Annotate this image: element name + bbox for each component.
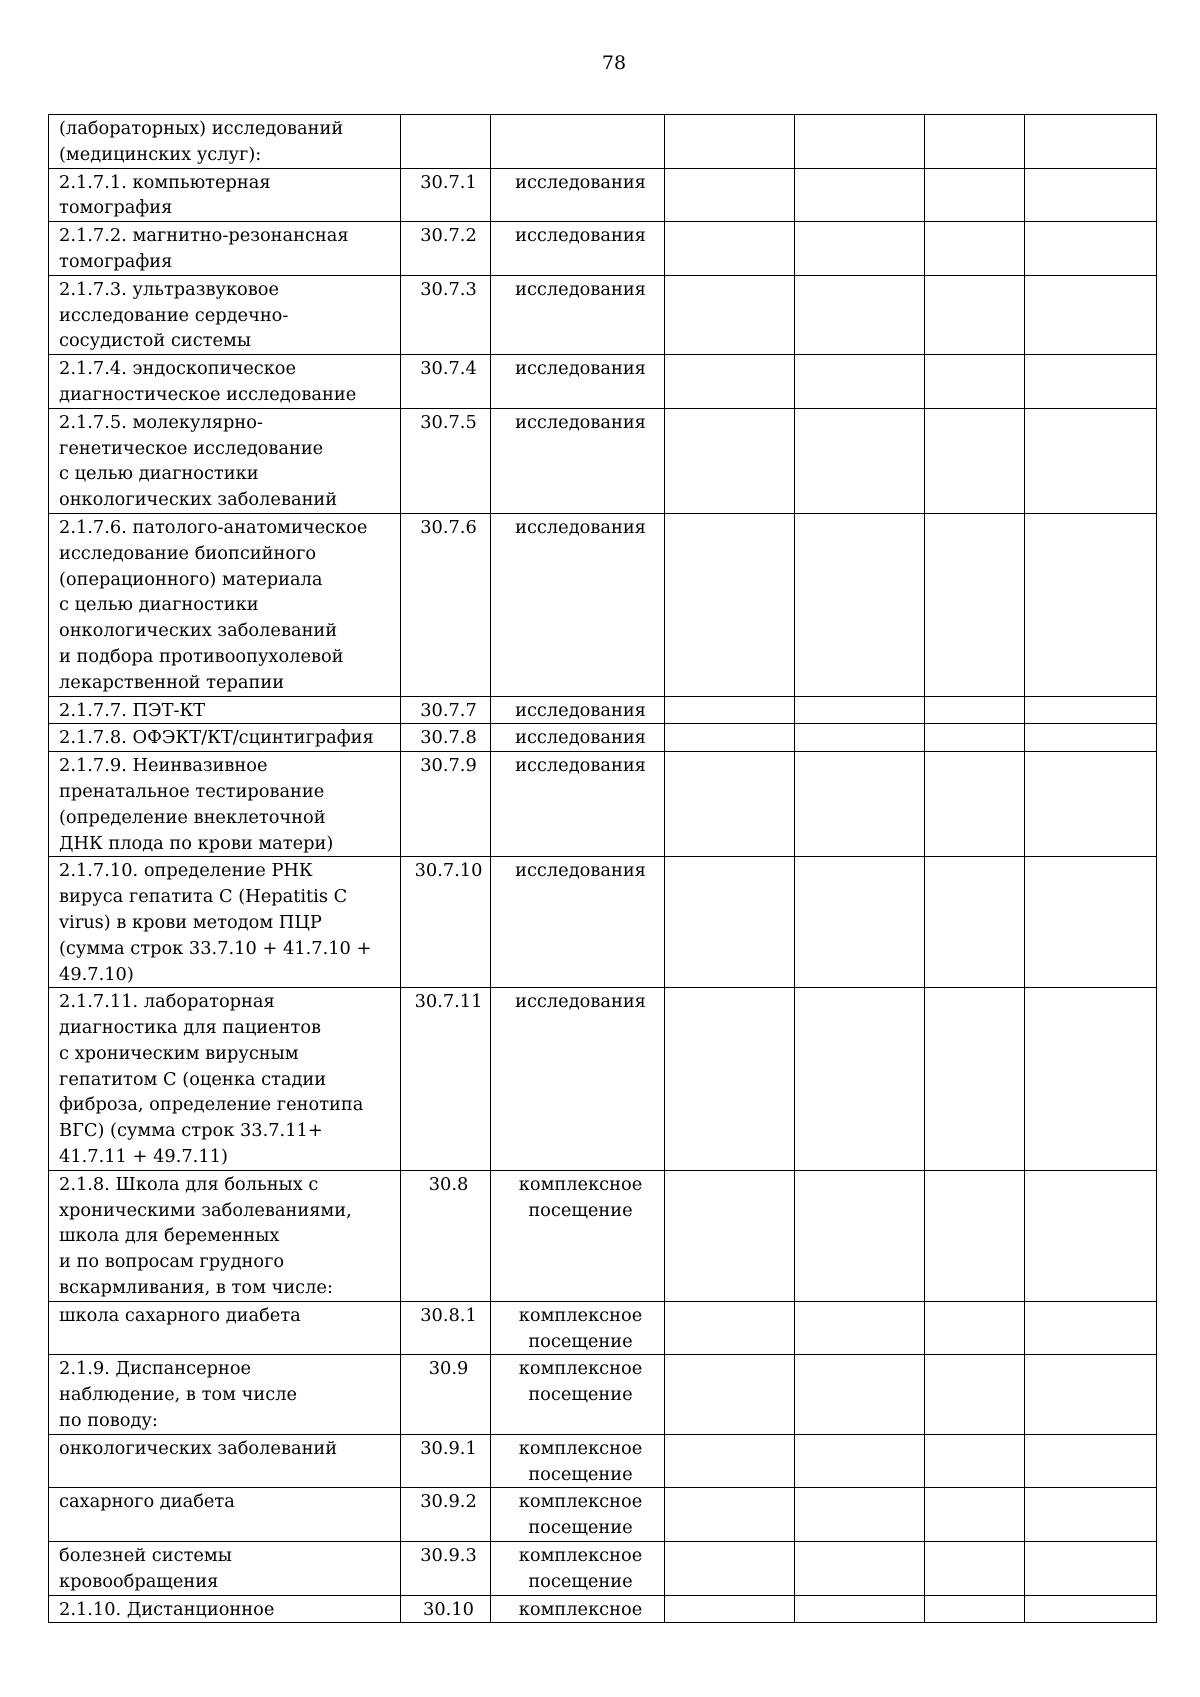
value-cell bbox=[925, 1170, 1025, 1301]
value-cell bbox=[795, 408, 925, 513]
value-cell bbox=[665, 988, 795, 1171]
value-cell bbox=[795, 1301, 925, 1355]
row-code-cell: 30.7.6 bbox=[401, 513, 491, 696]
table-row bbox=[49, 513, 1157, 696]
indicator-name-cell: 2.1.7.5. молекулярно- генетическое исследование с целью диагностики онкологических заболеваний bbox=[49, 408, 401, 513]
value-cell bbox=[925, 696, 1025, 724]
value-cell bbox=[1025, 1355, 1157, 1434]
table-row bbox=[49, 355, 1157, 409]
indicator-name-cell: (лабораторных) исследований (медицинских услуг): bbox=[49, 115, 401, 169]
indicator-name-cell: школа сахарного диабета bbox=[49, 1301, 401, 1355]
indicator-name-cell: 2.1.10. Дистанционное bbox=[49, 1595, 401, 1623]
value-cell bbox=[665, 1434, 795, 1488]
unit-cell bbox=[491, 1170, 665, 1301]
unit-cell bbox=[491, 1595, 665, 1623]
value-cell bbox=[665, 1355, 795, 1434]
unit-label: комплексное посещение bbox=[518, 1358, 643, 1406]
indicator-name-cell: 2.1.7.1. компьютерная томография bbox=[49, 168, 401, 222]
unit-label: исследования bbox=[515, 727, 646, 749]
unit-cell bbox=[491, 168, 665, 222]
unit-cell bbox=[491, 115, 665, 169]
value-cell bbox=[925, 1355, 1025, 1434]
value-cell bbox=[925, 408, 1025, 513]
unit-label: исследования bbox=[515, 278, 646, 300]
unit-cell bbox=[491, 513, 665, 696]
row-code-cell bbox=[401, 115, 491, 169]
table-row bbox=[49, 752, 1157, 857]
value-cell bbox=[665, 275, 795, 354]
value-cell bbox=[795, 275, 925, 354]
row-code-cell: 30.9 bbox=[401, 1355, 491, 1434]
value-cell bbox=[795, 115, 925, 169]
unit-cell bbox=[491, 1488, 665, 1542]
value-cell bbox=[795, 1170, 925, 1301]
table-row bbox=[49, 1170, 1157, 1301]
row-code-cell: 30.7.10 bbox=[401, 857, 491, 988]
row-code-cell: 30.7.1 bbox=[401, 168, 491, 222]
value-cell bbox=[795, 857, 925, 988]
unit-label: комплексное посещение bbox=[518, 1304, 643, 1352]
value-cell bbox=[665, 1542, 795, 1596]
value-cell bbox=[1025, 1301, 1157, 1355]
value-cell bbox=[925, 513, 1025, 696]
row-code-cell: 30.10 bbox=[401, 1595, 491, 1623]
value-cell bbox=[795, 222, 925, 276]
value-cell bbox=[925, 1434, 1025, 1488]
row-code-cell: 30.8 bbox=[401, 1170, 491, 1301]
value-cell bbox=[665, 513, 795, 696]
value-cell bbox=[1025, 1542, 1157, 1596]
value-cell bbox=[795, 355, 925, 409]
unit-label: исследования bbox=[515, 171, 646, 193]
value-cell bbox=[665, 1170, 795, 1301]
indicator-name-cell: 2.1.7.11. лабораторная диагностика для пациентов с хроническим вирусным гепатитом С (оценка стадии фиброза, определение генотипа ВГС) (сумма строк 33.7.11+ 41.7.11 + 49.7.11) bbox=[49, 988, 401, 1171]
unit-cell bbox=[491, 696, 665, 724]
row-code-cell: 30.7.5 bbox=[401, 408, 491, 513]
row-code-cell: 30.7.3 bbox=[401, 275, 491, 354]
value-cell bbox=[925, 857, 1025, 988]
unit-cell bbox=[491, 1301, 665, 1355]
value-cell bbox=[795, 988, 925, 1171]
value-cell bbox=[795, 752, 925, 857]
value-cell bbox=[665, 222, 795, 276]
value-cell bbox=[795, 724, 925, 752]
value-cell bbox=[1025, 513, 1157, 696]
value-cell bbox=[925, 724, 1025, 752]
row-code-cell: 30.7.9 bbox=[401, 752, 491, 857]
row-code-cell: 30.7.8 bbox=[401, 724, 491, 752]
row-code-cell: 30.9.1 bbox=[401, 1434, 491, 1488]
table-row bbox=[49, 408, 1157, 513]
value-cell bbox=[665, 752, 795, 857]
table-row bbox=[49, 1301, 1157, 1355]
unit-cell bbox=[491, 408, 665, 513]
unit-cell bbox=[491, 724, 665, 752]
value-cell bbox=[665, 115, 795, 169]
unit-cell bbox=[491, 857, 665, 988]
indicator-name-cell: 2.1.7.6. патолого-анатомическое исследование биопсийного (операционного) материала с целью диагностики онкологических заболеваний и подбора противоопухолевой лекарственной терапии bbox=[49, 513, 401, 696]
table-row bbox=[49, 168, 1157, 222]
indicator-name-cell: 2.1.7.9. Неинвазивное пренатальное тестирование (определение внеклеточной ДНК плода по крови матери) bbox=[49, 752, 401, 857]
value-cell bbox=[795, 1355, 925, 1434]
value-cell bbox=[1025, 168, 1157, 222]
table-row bbox=[49, 724, 1157, 752]
value-cell bbox=[795, 513, 925, 696]
value-cell bbox=[1025, 355, 1157, 409]
unit-cell bbox=[491, 988, 665, 1171]
value-cell bbox=[925, 115, 1025, 169]
value-cell bbox=[925, 222, 1025, 276]
table-row bbox=[49, 1434, 1157, 1488]
unit-label: исследования bbox=[515, 755, 646, 777]
value-cell bbox=[925, 1301, 1025, 1355]
indicator-name-cell: 2.1.7.3. ультразвуковое исследование сердечно- сосудистой системы bbox=[49, 275, 401, 354]
row-code-cell: 30.7.4 bbox=[401, 355, 491, 409]
table-row bbox=[49, 275, 1157, 354]
table-row bbox=[49, 1595, 1157, 1623]
value-cell bbox=[1025, 696, 1157, 724]
value-cell bbox=[1025, 724, 1157, 752]
table-row bbox=[49, 696, 1157, 724]
unit-cell bbox=[491, 222, 665, 276]
indicator-name-cell: болезней системы кровообращения bbox=[49, 1542, 401, 1596]
indicator-name-cell: 2.1.9. Диспансерное наблюдение, в том числе по поводу: bbox=[49, 1355, 401, 1434]
unit-label: исследования bbox=[515, 358, 646, 380]
value-cell bbox=[795, 168, 925, 222]
unit-cell bbox=[491, 1542, 665, 1596]
unit-label: исследования bbox=[515, 225, 646, 247]
unit-cell bbox=[491, 752, 665, 857]
value-cell bbox=[1025, 408, 1157, 513]
table-body bbox=[49, 115, 1157, 1623]
value-cell bbox=[925, 275, 1025, 354]
unit-label: исследования bbox=[515, 411, 646, 433]
row-code-cell: 30.7.11 bbox=[401, 988, 491, 1171]
unit-label: комплексное посещение bbox=[518, 1437, 643, 1485]
unit-label: комплексное посещение bbox=[518, 1491, 643, 1539]
value-cell bbox=[925, 355, 1025, 409]
value-cell bbox=[925, 1542, 1025, 1596]
value-cell bbox=[795, 1595, 925, 1623]
value-cell bbox=[665, 408, 795, 513]
indicator-name-cell: 2.1.8. Школа для больных с хроническими заболеваниями, школа для беременных и по вопросам грудного вскармливания, в том числе: bbox=[49, 1170, 401, 1301]
row-code-cell: 30.9.2 bbox=[401, 1488, 491, 1542]
unit-label: исследования bbox=[515, 991, 646, 1013]
value-cell bbox=[1025, 1434, 1157, 1488]
unit-cell bbox=[491, 275, 665, 354]
table-row bbox=[49, 1488, 1157, 1542]
indicator-name-cell: сахарного диабета bbox=[49, 1488, 401, 1542]
value-cell bbox=[795, 1542, 925, 1596]
value-cell bbox=[1025, 1595, 1157, 1623]
value-cell bbox=[925, 752, 1025, 857]
page-number: 78 bbox=[601, 52, 627, 74]
row-code-cell: 30.7.7 bbox=[401, 696, 491, 724]
table-row bbox=[49, 1542, 1157, 1596]
value-cell bbox=[1025, 752, 1157, 857]
unit-label: комплексное посещение bbox=[518, 1173, 643, 1221]
value-cell bbox=[1025, 115, 1157, 169]
value-cell bbox=[665, 857, 795, 988]
value-cell bbox=[1025, 1170, 1157, 1301]
value-cell bbox=[665, 1301, 795, 1355]
value-cell bbox=[795, 1488, 925, 1542]
indicator-name-cell: онкологических заболеваний bbox=[49, 1434, 401, 1488]
value-cell bbox=[925, 1595, 1025, 1623]
value-cell bbox=[925, 168, 1025, 222]
unit-cell bbox=[491, 1355, 665, 1434]
value-cell bbox=[665, 1595, 795, 1623]
table-row bbox=[49, 115, 1157, 169]
value-cell bbox=[1025, 1488, 1157, 1542]
row-code-cell: 30.7.2 bbox=[401, 222, 491, 276]
unit-label: исследования bbox=[515, 860, 646, 882]
value-cell bbox=[665, 355, 795, 409]
value-cell bbox=[665, 1488, 795, 1542]
row-code-cell: 30.9.3 bbox=[401, 1542, 491, 1596]
value-cell bbox=[925, 988, 1025, 1171]
indicator-name-cell: 2.1.7.8. ОФЭКТ/КТ/сцинтиграфия bbox=[49, 724, 401, 752]
unit-label: исследования bbox=[515, 699, 646, 721]
table-row bbox=[49, 1355, 1157, 1434]
indicator-name-cell: 2.1.7.2. магнитно-резонансная томография bbox=[49, 222, 401, 276]
statistics-table bbox=[48, 114, 1157, 1623]
unit-cell bbox=[491, 1434, 665, 1488]
table-row bbox=[49, 222, 1157, 276]
unit-label: комплексное bbox=[518, 1598, 643, 1620]
table-row bbox=[49, 857, 1157, 988]
row-code-cell: 30.8.1 bbox=[401, 1301, 491, 1355]
unit-cell bbox=[491, 355, 665, 409]
value-cell bbox=[1025, 857, 1157, 988]
indicator-name-cell: 2.1.7.7. ПЭТ-КТ bbox=[49, 696, 401, 724]
value-cell bbox=[925, 1488, 1025, 1542]
unit-label: комплексное посещение bbox=[518, 1545, 643, 1592]
unit-label: исследования bbox=[515, 516, 646, 538]
value-cell bbox=[665, 168, 795, 222]
value-cell bbox=[795, 1434, 925, 1488]
value-cell bbox=[665, 696, 795, 724]
value-cell bbox=[1025, 275, 1157, 354]
indicator-name-cell: 2.1.7.10. определение РНК вируса гепатита С (Hepatitis C virus) в крови методом ПЦР (сумма строк 33.7.10 + 41.7.10 + 49.7.10) bbox=[49, 857, 401, 988]
value-cell bbox=[1025, 988, 1157, 1171]
value-cell bbox=[795, 696, 925, 724]
indicator-name-cell: 2.1.7.4. эндоскопическое диагностическое исследование bbox=[49, 355, 401, 409]
table-row bbox=[49, 988, 1157, 1171]
value-cell bbox=[665, 724, 795, 752]
value-cell bbox=[1025, 222, 1157, 276]
